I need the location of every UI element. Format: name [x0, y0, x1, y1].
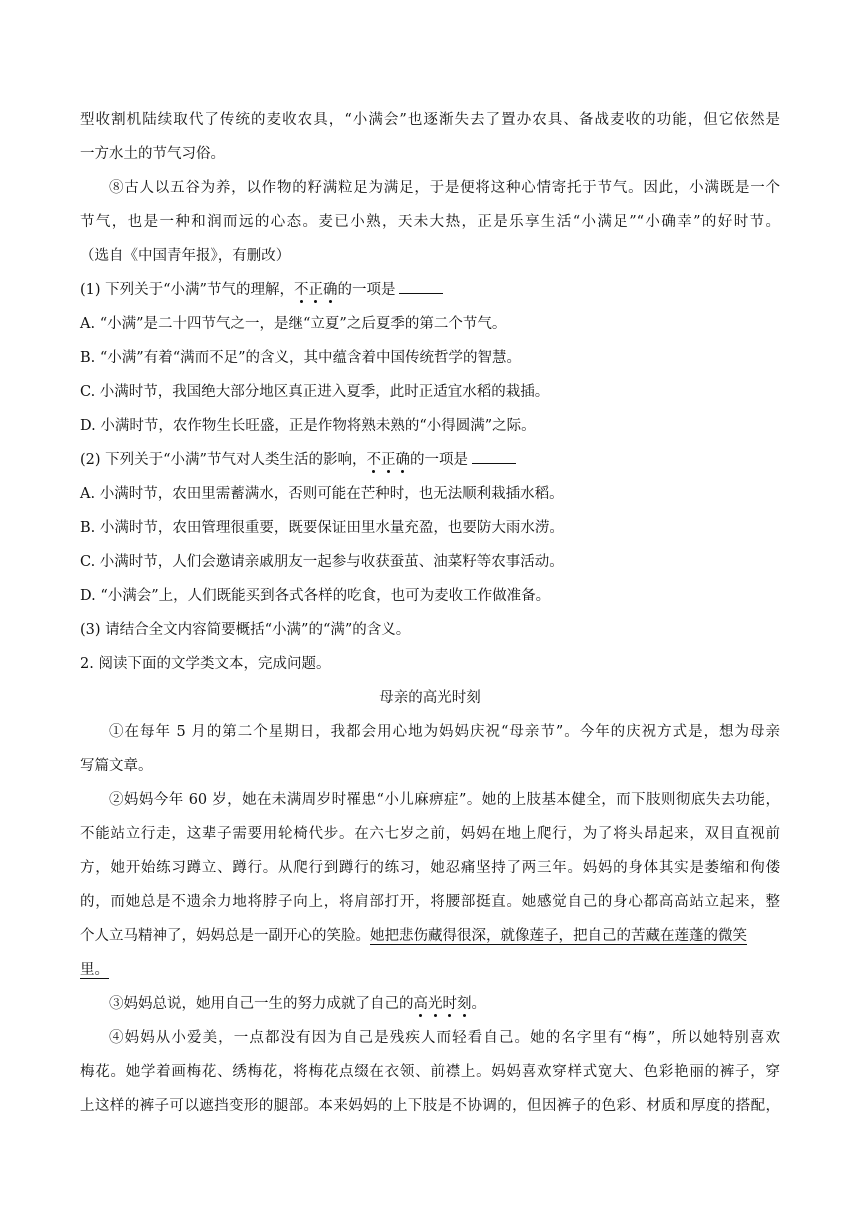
question-2 — [80, 450, 516, 470]
answer-blank — [399, 280, 443, 294]
emphasis-char: 光 — [428, 996, 443, 1012]
emphasis-char: 正 — [380, 452, 396, 468]
option-b: B. 小满时节，农田管理很重要，既要保证田里水量充盈，也要防大雨水涝。 — [80, 520, 564, 536]
option-c: C. 小满时节，我国绝大部分地区真正进入夏季，此时正适宜水稻的栽插。 — [80, 384, 550, 400]
question-text: (2) 下列关于“小满”节气对人类生活的影响， — [80, 452, 367, 468]
underlined-sentence: 她把悲伤藏得很深，就像莲子，把自己的苦藏在莲蓬的微笑 — [370, 928, 747, 944]
emphasis-char: 正 — [308, 282, 323, 298]
option-d: D. 小满时节，农作物生长旺盛，正是作物将熟未熟的“小得圆满”之际。 — [80, 418, 536, 434]
emphasis-char: 时 — [442, 996, 457, 1012]
paragraph-line — [80, 926, 747, 946]
text-span: 。 — [471, 996, 486, 1012]
question-text: 的一项是 — [337, 282, 396, 298]
underlined-sentence: 里。 — [80, 962, 109, 978]
question-text: 的一项是 — [409, 452, 468, 468]
emphasis-char: 刻 — [457, 996, 472, 1012]
option-a: A. 小满时节，农田里需蓄满水，否则可能在芒种时，也无法顺利栽插水稻。 — [80, 486, 564, 502]
paragraph-line: 写篇文章。 — [80, 758, 153, 774]
emphasis-char: 不 — [293, 282, 309, 298]
answer-blank — [472, 450, 516, 464]
paragraph-line: ⑧古人以五谷为养，以作物的籽满粒足为满足，于是便将这种心情寄托于节气。因此，小满既是一个 — [109, 180, 780, 196]
source-note: （选自《中国青年报》，有删改） — [80, 248, 291, 264]
option-d: D. “小满会”上，人们既能买到各式各样的吃食，也可为麦收工作做准备。 — [80, 588, 551, 604]
option-b: B. “小满”有着“满而不足”的含义，其中蕴含着中国传统哲学的智慧。 — [80, 350, 522, 366]
paragraph-line: ①在每年 5 月的第二个星期日，我都会用心地为妈妈庆祝“母亲节”。今年的庆祝方式是，想为母亲 — [109, 724, 780, 740]
question-3: (3) 请结合全文内容简要概括“小满”的“满”的含义。 — [80, 622, 411, 638]
paragraph-line: 上这样的裤子可以遮挡变形的腿部。本来妈妈的上下肢是不协调的，但因裤子的色彩、材质和厚度的搭配， — [80, 1098, 780, 1114]
paragraph-line: ④妈妈从小爱美，一点都没有因为自己是残疾人而轻看自己。她的名字里有“梅”，所以她特别喜欢 — [109, 1030, 780, 1046]
paragraph-line: 不能站立行走，这辈子需要用轮椅代步。在六七岁之前，妈妈在地上爬行，为了将头昂起来，双目直视前 — [80, 826, 780, 842]
paragraph-line — [80, 960, 109, 980]
text-span: ③妈妈总说，她用自己一生的努力成就了自己的 — [109, 996, 414, 1012]
question-1 — [80, 280, 443, 300]
paragraph-line: 梅花。她学着画梅花、绣梅花，将梅花点缀在衣领、前襟上。妈妈喜欢穿样式宽大、色彩艳丽的裤子，穿 — [80, 1064, 780, 1080]
emphasis-char: 高 — [413, 996, 428, 1012]
paragraph-line: 的，而她总是不遗余力地将脖子向上，将肩部打开，将腰部挺直。她感觉自己的身心都高高站立起来，整 — [80, 894, 780, 910]
option-a: A. “小满”是二十四节气之一，是继“立夏”之后夏季的第二个节气。 — [80, 316, 507, 332]
emphasis-char: 确 — [322, 282, 338, 298]
paragraph-line: ②妈妈今年 60 岁，她在未满周岁时罹患“小儿麻痹症”。她的上肢基本健全，而下肢则彻底失去功能， — [109, 792, 780, 808]
paragraph-line — [109, 994, 486, 1014]
question-main: 2. 阅读下面的文学类文本，完成问题。 — [80, 656, 331, 672]
story-title: 母亲的高光时刻 — [379, 690, 481, 706]
text-span: 个人立马精神了，妈妈总是一副开心的笑脸。 — [80, 928, 370, 944]
paragraph-line: 方，她开始练习蹲立、蹲行。从爬行到蹲行的练习，她忍痛坚持了两三年。妈妈的身体其实是萎缩和佝偻 — [80, 860, 780, 876]
option-c: C. 小满时节，人们会邀请亲戚朋友一起参与收获蚕茧、油菜籽等农事活动。 — [80, 554, 564, 570]
paragraph-line: 型收割机陆续取代了传统的麦收农具，“小满会”也逐渐失去了置办农具、备战麦收的功能，但它依然是 — [80, 112, 780, 128]
paragraph-line: 节气，也是一种和润而远的心态。麦已小熟，天未大热，正是乐享生活“小满足”“小确幸”的好时节。 — [80, 214, 780, 230]
emphasis-char: 不 — [366, 452, 381, 468]
paragraph-line: 一方水土的节气习俗。 — [80, 146, 225, 162]
emphasis-char: 确 — [395, 452, 410, 468]
question-text: (1) 下列关于“小满”节气的理解， — [80, 282, 294, 298]
